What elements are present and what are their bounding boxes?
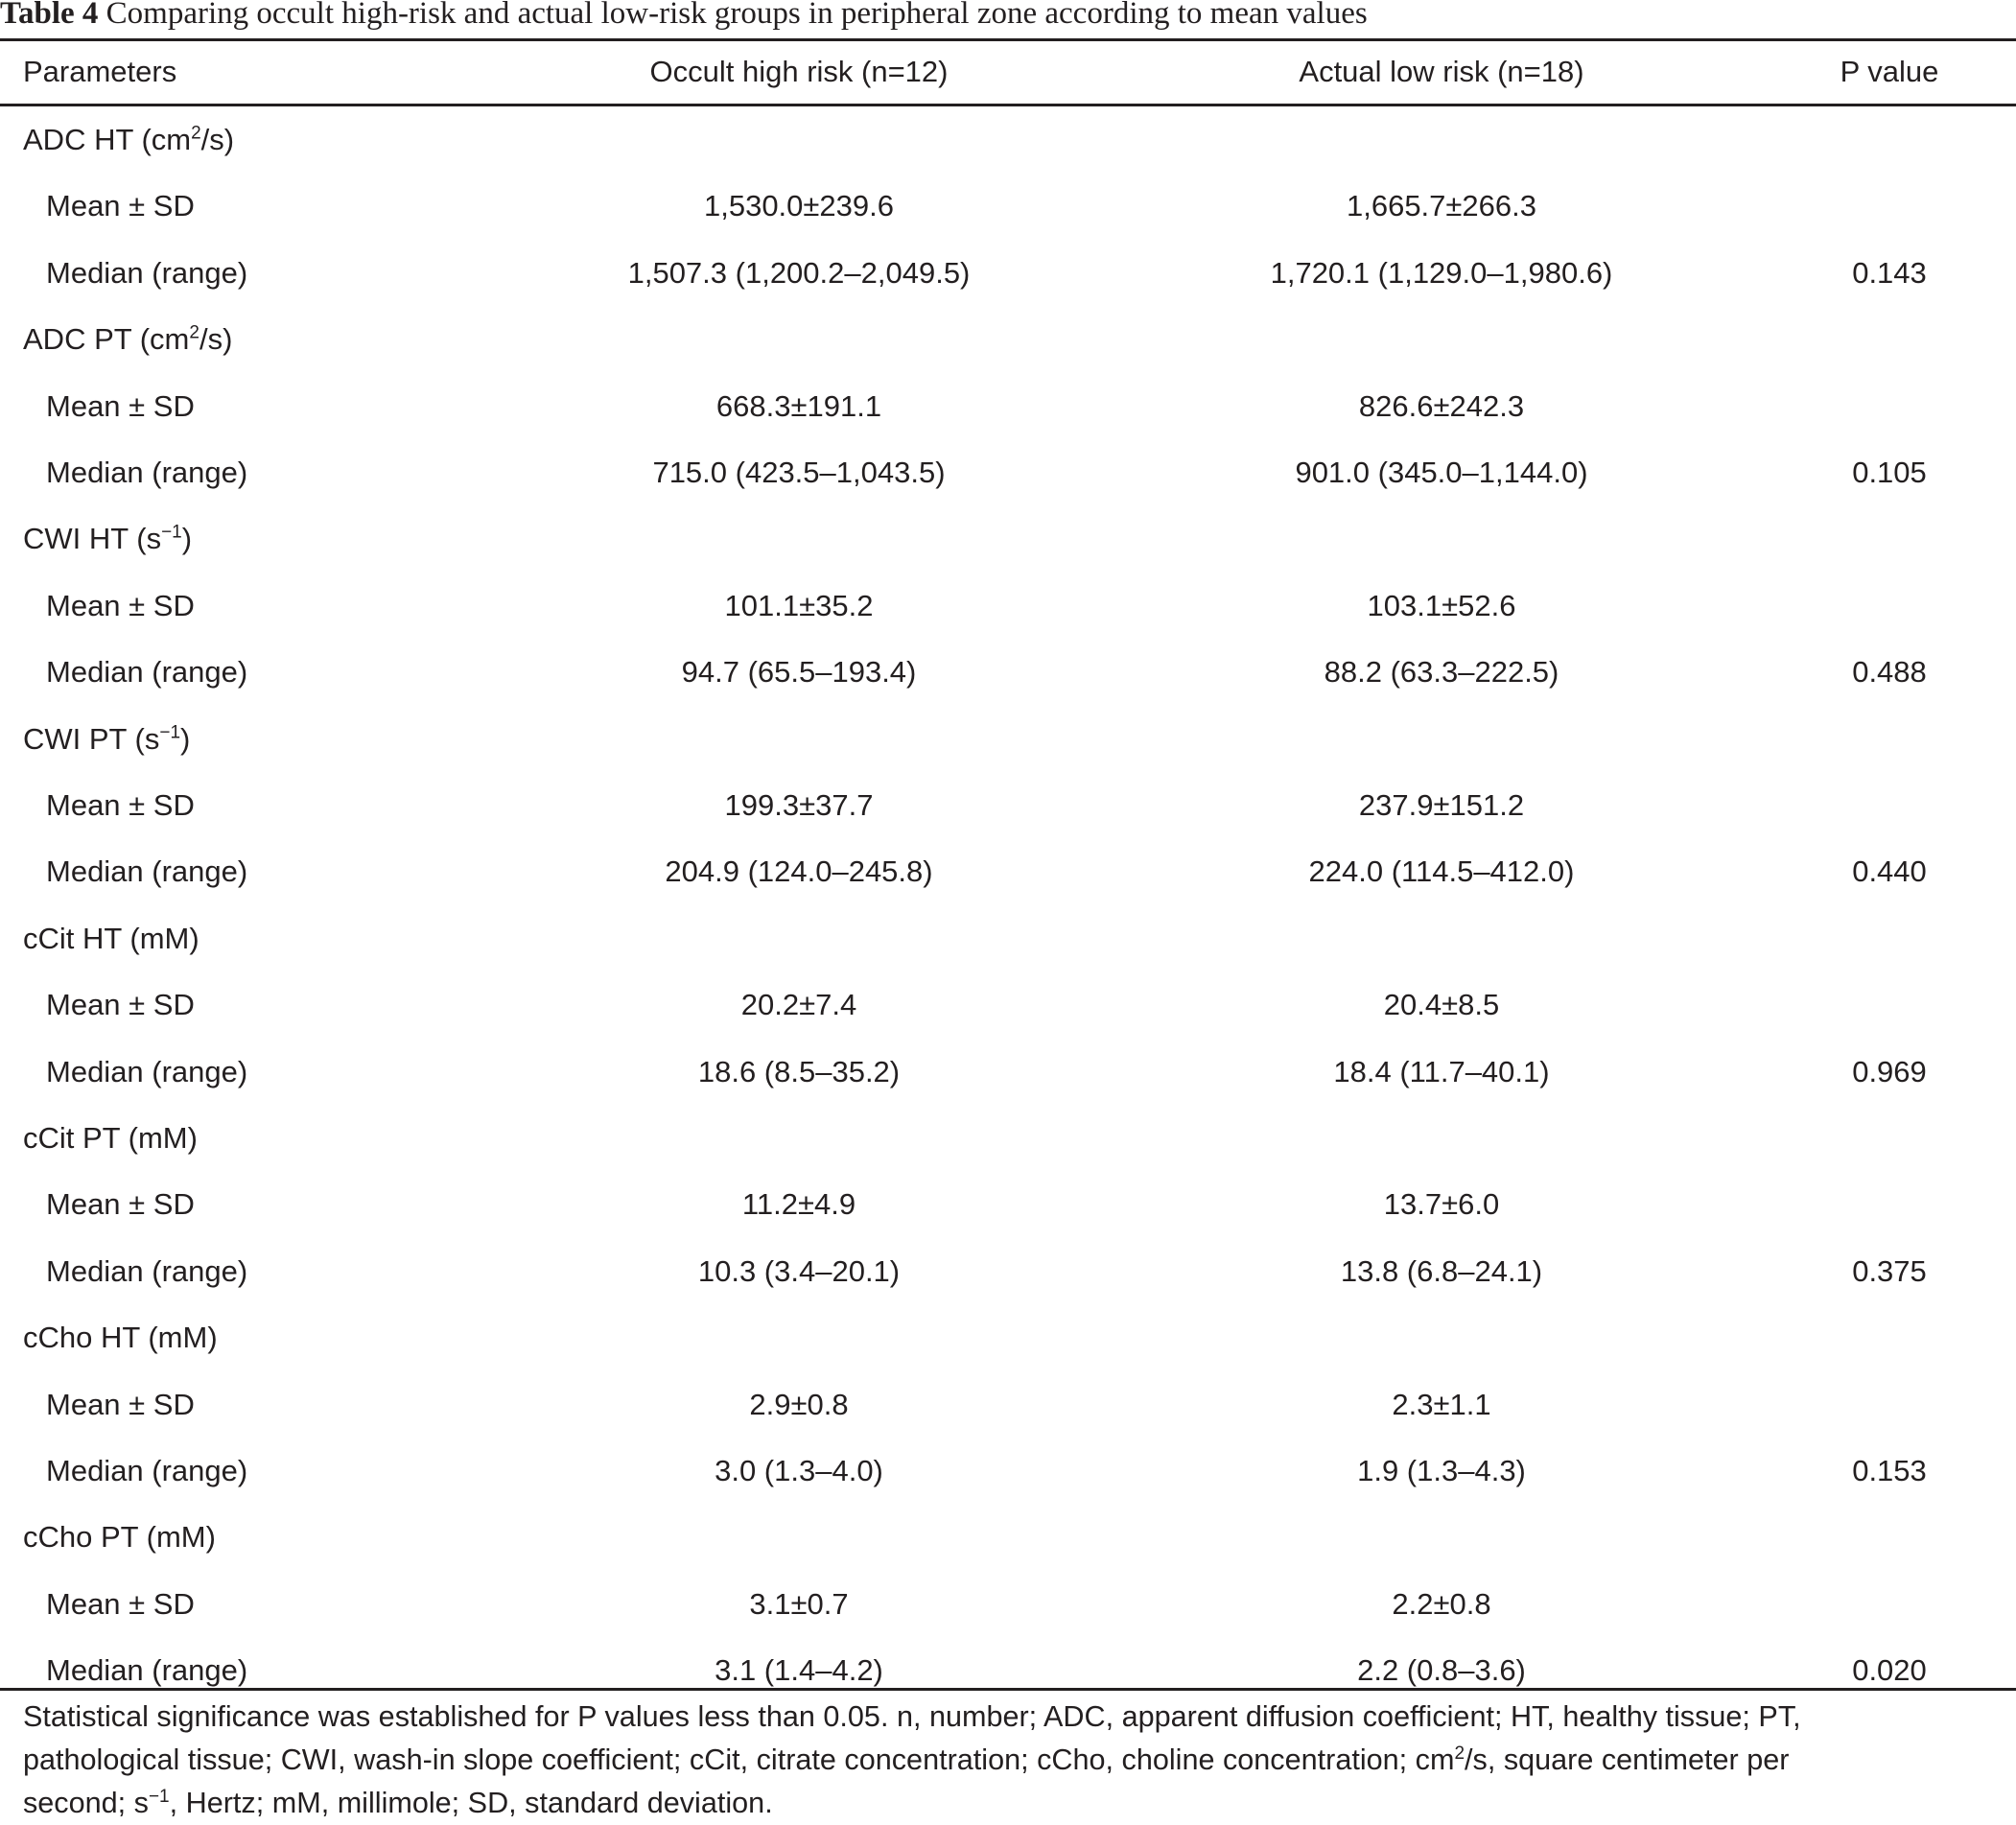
cell-occult-high-risk: 715.0 (423.5–1,043.5): [652, 456, 946, 489]
parameter-group-label: [23, 1504, 216, 1570]
parameter-name: CWI PT (s: [23, 722, 160, 756]
cell-actual-low-risk: 20.4±8.5: [1383, 988, 1500, 1021]
parameter-unit-end: /s): [199, 322, 233, 356]
cell-occult-high-risk: 2.9±0.8: [749, 1388, 849, 1421]
footnote-line: [23, 1696, 1999, 1739]
cell-actual-low-risk: 826.6±242.3: [1358, 389, 1525, 423]
header-actual-low-risk: Actual low risk (n=18): [1299, 55, 1584, 88]
parameter-name: cCit HT (mM): [23, 922, 199, 955]
row-label-median: Median (range): [46, 1653, 248, 1687]
table-group-row: [0, 905, 2016, 971]
unit-superscript: −1: [159, 722, 181, 743]
table-row-mean: [0, 373, 2016, 439]
table-row-mean: [0, 173, 2016, 239]
cell-occult-high-risk: 668.3±191.1: [715, 389, 882, 423]
table-row-median: [0, 838, 2016, 904]
row-label-median: Median (range): [46, 1454, 248, 1487]
row-label-mean: Mean ± SD: [46, 589, 195, 622]
header-p-value: P value: [1840, 55, 1939, 88]
table-row-mean: [0, 971, 2016, 1038]
header-occult-high-risk: Occult high risk (n=12): [649, 55, 949, 88]
footnote-superscript: −1: [148, 1786, 170, 1807]
parameter-group-label: [23, 1304, 218, 1370]
table-caption: [0, 0, 2016, 33]
table-row-median: [0, 439, 2016, 505]
cell-actual-low-risk: 1,720.1 (1,129.0–1,980.6): [1270, 256, 1613, 290]
row-label-mean: Mean ± SD: [46, 1388, 195, 1421]
table-group-row: [0, 306, 2016, 372]
unit-superscript: 2: [189, 322, 199, 343]
unit-superscript: 2: [191, 123, 201, 144]
cell-actual-low-risk: 224.0 (114.5–412.0): [1308, 854, 1575, 888]
parameter-name: cCho PT (mM): [23, 1520, 216, 1554]
parameter-unit-end: /s): [200, 123, 235, 156]
row-label-mean: Mean ± SD: [46, 788, 195, 822]
table-label: Table 4: [0, 0, 99, 31]
parameter-name: ADC PT (cm: [23, 322, 190, 356]
parameter-unit-end: ): [181, 522, 193, 555]
parameter-name: CWI HT (s: [23, 522, 162, 555]
parameter-group-label: [23, 1105, 198, 1171]
table-row-mean: [0, 573, 2016, 639]
cell-occult-high-risk: 20.2±7.4: [740, 988, 857, 1021]
cell-p-value: 0.020: [1852, 1653, 1927, 1687]
cell-p-value: 0.153: [1852, 1454, 1927, 1487]
table-row-median: [0, 1039, 2016, 1105]
row-label-median: Median (range): [46, 1055, 248, 1088]
cell-actual-low-risk: 2.2±0.8: [1392, 1587, 1491, 1621]
cell-actual-low-risk: 88.2 (63.3–222.5): [1324, 655, 1559, 689]
cell-p-value: 0.440: [1852, 854, 1927, 888]
row-label-mean: Mean ± SD: [46, 389, 195, 423]
cell-p-value: 0.969: [1852, 1055, 1927, 1088]
table-group-row: [0, 505, 2016, 572]
parameter-name: cCho HT (mM): [23, 1321, 218, 1354]
cell-occult-high-risk: 11.2±4.9: [741, 1187, 856, 1221]
footnote-line: [23, 1739, 1999, 1782]
table-footnote: [23, 1696, 1999, 1825]
cell-occult-high-risk: 1,530.0±239.6: [703, 189, 895, 222]
parameter-name: ADC HT (cm: [23, 123, 192, 156]
cell-occult-high-risk: 199.3±37.7: [724, 788, 874, 822]
row-label-median: Median (range): [46, 655, 248, 689]
row-label-median: Median (range): [46, 256, 248, 290]
footnote-text: Statistical significance was established for P values less than 0.05. n, number; ADC, apparent diffusion coefficient; HT, healthy tissue; PT,: [23, 1700, 1801, 1733]
cell-occult-high-risk: 204.9 (124.0–245.8): [665, 854, 933, 888]
cell-actual-low-risk: 13.7±6.0: [1383, 1187, 1500, 1221]
table-group-row: [0, 106, 2016, 173]
cell-occult-high-risk: 10.3 (3.4–20.1): [697, 1254, 901, 1288]
cell-p-value: 0.375: [1852, 1254, 1927, 1288]
cell-actual-low-risk: 2.2 (0.8–3.6): [1357, 1653, 1526, 1687]
row-label-mean: Mean ± SD: [46, 189, 195, 222]
cell-actual-low-risk: 2.3±1.1: [1392, 1388, 1491, 1421]
cell-actual-low-risk: 18.4 (11.7–40.1): [1333, 1055, 1550, 1088]
table-header-row: [0, 40, 2016, 104]
table-bottom-rule: [0, 1688, 2016, 1691]
cell-occult-high-risk: 101.1±35.2: [724, 589, 874, 622]
table-group-row: [0, 1105, 2016, 1171]
parameter-group-label: [23, 306, 232, 372]
cell-actual-low-risk: 901.0 (345.0–1,144.0): [1295, 456, 1588, 489]
cell-occult-high-risk: 18.6 (8.5–35.2): [697, 1055, 901, 1088]
unit-superscript: −1: [161, 522, 182, 543]
cell-occult-high-risk: 94.7 (65.5–193.4): [681, 655, 917, 689]
table-group-row: [0, 1304, 2016, 1370]
parameter-unit-end: ): [180, 722, 191, 756]
cell-occult-high-risk: 3.0 (1.3–4.0): [715, 1454, 883, 1487]
parameter-group-label: [23, 706, 190, 772]
row-label-mean: Mean ± SD: [46, 988, 195, 1021]
table-group-row: [0, 1504, 2016, 1570]
row-label-median: Median (range): [46, 854, 248, 888]
table-row-mean: [0, 772, 2016, 838]
cell-actual-low-risk: 1.9 (1.3–4.3): [1357, 1454, 1526, 1487]
table-title: Comparing occult high-risk and actual low-risk groups in peripheral zone according to mean values: [105, 0, 1368, 31]
cell-actual-low-risk: 1,665.7±266.3: [1346, 189, 1537, 222]
footnote-text: pathological tissue; CWI, wash-in slope coefficient; cCit, citrate concentration; cCho, choline concentration; cm: [23, 1743, 1455, 1776]
table-row-median: [0, 639, 2016, 705]
table-row-mean: [0, 1171, 2016, 1237]
table-row-mean: [0, 1571, 2016, 1637]
cell-occult-high-risk: 3.1 (1.4–4.2): [715, 1653, 883, 1687]
parameter-group-label: [23, 905, 199, 971]
table-row-median: [0, 1238, 2016, 1304]
footnote-text: /s, square centimeter per: [1465, 1743, 1790, 1776]
parameter-name: cCit PT (mM): [23, 1121, 198, 1155]
row-label-mean: Mean ± SD: [46, 1187, 195, 1221]
table-row-median: [0, 1438, 2016, 1504]
parameter-group-label: [23, 505, 192, 572]
cell-p-value: 0.143: [1852, 256, 1927, 290]
cell-p-value: 0.105: [1852, 456, 1927, 489]
row-label-median: Median (range): [46, 456, 248, 489]
cell-p-value: 0.488: [1852, 655, 1927, 689]
cell-occult-high-risk: 1,507.3 (1,200.2–2,049.5): [627, 256, 971, 290]
table-row-median: [0, 240, 2016, 306]
table-row-median: [0, 1637, 2016, 1703]
cell-occult-high-risk: 3.1±0.7: [749, 1587, 849, 1621]
header-parameters: Parameters: [23, 55, 177, 88]
table-group-row: [0, 706, 2016, 772]
table-row-mean: [0, 1371, 2016, 1438]
parameter-group-label: [23, 106, 234, 173]
cell-actual-low-risk: 103.1±52.6: [1367, 589, 1516, 622]
footnote-text: second; s: [23, 1787, 149, 1819]
cell-actual-low-risk: 13.8 (6.8–24.1): [1340, 1254, 1543, 1288]
row-label-mean: Mean ± SD: [46, 1587, 195, 1621]
cell-actual-low-risk: 237.9±151.2: [1358, 788, 1525, 822]
footnote-line: [23, 1782, 1999, 1825]
footnote-superscript: 2: [1454, 1743, 1465, 1764]
row-label-median: Median (range): [46, 1254, 248, 1288]
footnote-text: , Hertz; mM, millimole; SD, standard deviation.: [169, 1787, 773, 1819]
